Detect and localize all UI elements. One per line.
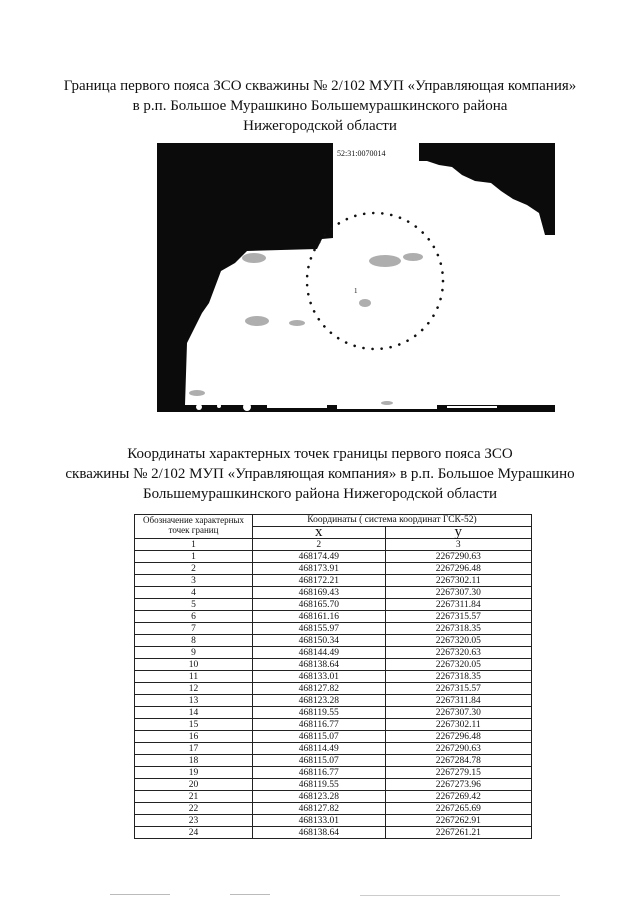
table-row — [135, 659, 532, 671]
table-row — [135, 743, 532, 755]
point-number-cell: 17 — [135, 743, 253, 755]
x-coordinate-cell: 468165.70 — [253, 599, 386, 611]
point-number-cell: 15 — [135, 719, 253, 731]
table-row — [135, 779, 532, 791]
y-coordinate-cell: 2267296.48 — [385, 731, 531, 743]
header-y: у — [385, 527, 531, 539]
table-row — [135, 719, 532, 731]
x-coordinate-cell: 468174.49 — [253, 551, 386, 563]
point-number-cell: 16 — [135, 731, 253, 743]
table-row — [135, 827, 532, 839]
table-row — [135, 575, 532, 587]
cadastral-number-label: 52:31:0070014 — [337, 149, 386, 158]
y-coordinate-cell: 2267279.15 — [385, 767, 531, 779]
y-coordinate-cell: 2267320.63 — [385, 647, 531, 659]
column-number: 3 — [385, 539, 531, 551]
x-coordinate-cell: 468116.77 — [253, 719, 386, 731]
y-coordinate-cell: 2267262.91 — [385, 815, 531, 827]
y-coordinate-cell: 2267318.35 — [385, 623, 531, 635]
caption-line-1: Координаты характерных точек границы первого пояса ЗСО — [127, 446, 513, 462]
header-coordinates: Координаты ( система координат ГСК-52) — [253, 515, 532, 527]
header-points: Обозначение характерных точек границ — [135, 515, 253, 539]
y-coordinate-cell: 2267307.30 — [385, 707, 531, 719]
x-coordinate-cell: 468116.77 — [253, 767, 386, 779]
point-number-cell: 12 — [135, 683, 253, 695]
boundary-map-image — [157, 143, 555, 412]
table-row — [135, 731, 532, 743]
x-coordinate-cell: 468119.55 — [253, 779, 386, 791]
point-number-cell: 11 — [135, 671, 253, 683]
x-coordinate-cell: 468155.97 — [253, 623, 386, 635]
y-coordinate-cell: 2267307.30 — [385, 587, 531, 599]
point-number-cell: 10 — [135, 659, 253, 671]
point-number-cell: 4 — [135, 587, 253, 599]
point-number-cell: 23 — [135, 815, 253, 827]
y-coordinate-cell: 2267261.21 — [385, 827, 531, 839]
table-row — [135, 767, 532, 779]
x-coordinate-cell: 468115.07 — [253, 755, 386, 767]
document-title — [40, 76, 600, 136]
point-number-cell: 24 — [135, 827, 253, 839]
table-row — [135, 635, 532, 647]
point-number-cell: 19 — [135, 767, 253, 779]
point-number-cell: 6 — [135, 611, 253, 623]
y-coordinate-cell: 2267269.42 — [385, 791, 531, 803]
point-number-cell: 22 — [135, 803, 253, 815]
table-row — [135, 563, 532, 575]
table-caption — [30, 444, 610, 504]
caption-line-2: скважины № 2/102 МУП «Управляющая компания» в р.п. Большое Мурашкино — [65, 466, 575, 482]
point-number-cell: 13 — [135, 695, 253, 707]
title-line-2: в р.п. Большое Мурашкино Большемурашкинского района — [132, 98, 508, 114]
column-number: 1 — [135, 539, 253, 551]
y-coordinate-cell: 2267302.11 — [385, 575, 531, 587]
x-coordinate-cell: 468138.64 — [253, 659, 386, 671]
y-coordinate-cell: 2267284.78 — [385, 755, 531, 767]
column-number: 2 — [253, 539, 386, 551]
point-number-cell: 2 — [135, 563, 253, 575]
y-coordinate-cell: 2267311.84 — [385, 695, 531, 707]
coordinates-table — [134, 514, 532, 839]
point-number-cell: 7 — [135, 623, 253, 635]
table-row — [135, 707, 532, 719]
point-number-cell: 3 — [135, 575, 253, 587]
x-coordinate-cell: 468127.82 — [253, 683, 386, 695]
point-number-cell: 5 — [135, 599, 253, 611]
x-coordinate-cell: 468138.64 — [253, 827, 386, 839]
table-row — [135, 647, 532, 659]
table-row — [135, 803, 532, 815]
table-row — [135, 671, 532, 683]
y-coordinate-cell: 2267311.84 — [385, 599, 531, 611]
x-coordinate-cell: 468173.91 — [253, 563, 386, 575]
table-row — [135, 551, 532, 563]
point-number-cell: 18 — [135, 755, 253, 767]
point-number-cell: 14 — [135, 707, 253, 719]
y-coordinate-cell: 2267320.05 — [385, 659, 531, 671]
y-coordinate-cell: 2267315.57 — [385, 683, 531, 695]
point-number-cell: 20 — [135, 779, 253, 791]
title-line-3: Нижегородской области — [243, 118, 397, 134]
point-number-cell: 21 — [135, 791, 253, 803]
header-x: x — [253, 527, 386, 539]
x-coordinate-cell: 468123.28 — [253, 695, 386, 707]
y-coordinate-cell: 2267290.63 — [385, 743, 531, 755]
table-row — [135, 683, 532, 695]
table-row — [135, 695, 532, 707]
scan-noise-bottom — [110, 893, 560, 897]
map-point-label: 1 — [354, 287, 358, 295]
x-coordinate-cell: 468161.16 — [253, 611, 386, 623]
table-row — [135, 587, 532, 599]
title-line-1: Граница первого пояса ЗСО скважины № 2/102 МУП «Управляющая компания» — [63, 78, 577, 94]
y-coordinate-cell: 2267320.05 — [385, 635, 531, 647]
x-coordinate-cell: 468133.01 — [253, 671, 386, 683]
y-coordinate-cell: 2267273.96 — [385, 779, 531, 791]
caption-line-3: Большемурашкинского района Нижегородской области — [142, 486, 498, 502]
y-coordinate-cell: 2267315.57 — [385, 611, 531, 623]
table-row — [135, 611, 532, 623]
x-coordinate-cell: 468123.28 — [253, 791, 386, 803]
y-coordinate-cell: 2267290.63 — [385, 551, 531, 563]
x-coordinate-cell: 468127.82 — [253, 803, 386, 815]
y-coordinate-cell: 2267265.69 — [385, 803, 531, 815]
point-number-cell: 8 — [135, 635, 253, 647]
table-row — [135, 815, 532, 827]
x-coordinate-cell: 468172.21 — [253, 575, 386, 587]
x-coordinate-cell: 468119.55 — [253, 707, 386, 719]
y-coordinate-cell: 2267296.48 — [385, 563, 531, 575]
x-coordinate-cell: 468150.34 — [253, 635, 386, 647]
x-coordinate-cell: 468133.01 — [253, 815, 386, 827]
y-coordinate-cell: 2267302.11 — [385, 719, 531, 731]
x-coordinate-cell: 468144.49 — [253, 647, 386, 659]
x-coordinate-cell: 468115.07 — [253, 731, 386, 743]
x-coordinate-cell: 468169.43 — [253, 587, 386, 599]
table-row — [135, 791, 532, 803]
x-coordinate-cell: 468114.49 — [253, 743, 386, 755]
point-number-cell: 1 — [135, 551, 253, 563]
table-row — [135, 599, 532, 611]
point-number-cell: 9 — [135, 647, 253, 659]
table-row — [135, 755, 532, 767]
table-row — [135, 623, 532, 635]
y-coordinate-cell: 2267318.35 — [385, 671, 531, 683]
